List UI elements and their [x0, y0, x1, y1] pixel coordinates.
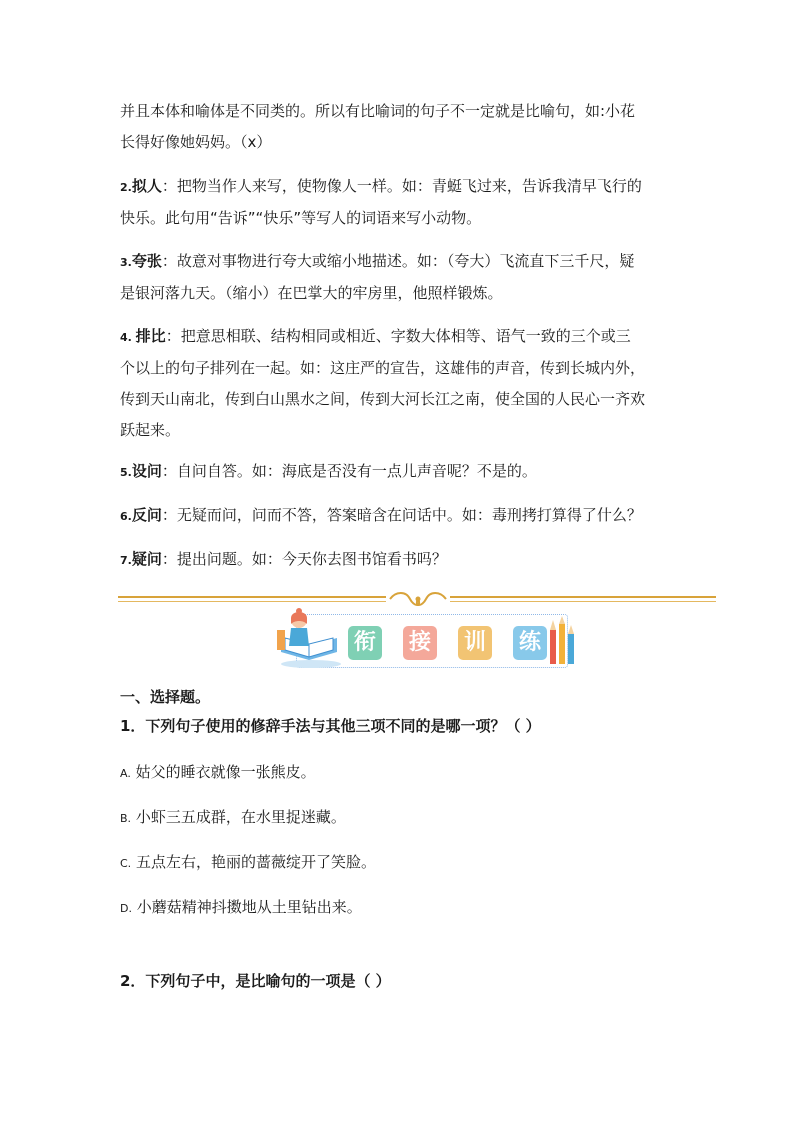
item-text: ：把意思相联、结构相同或相近、字数大体相等、语气一致的三个或三 [165, 327, 631, 345]
banner-tile: 接 [403, 626, 437, 660]
exercise-section [120, 680, 680, 738]
question-1-options [120, 757, 680, 924]
item-term: 排比 [135, 327, 166, 345]
rhetoric-item-rhetorical-question [120, 500, 680, 532]
reading-girl-icon [273, 608, 343, 670]
rhetoric-item-hyperbole [120, 246, 680, 309]
item-text: 传到天山南北，传到白山黑水之间，传到大河长江之南，使全国的人民心一齐欢 [120, 390, 646, 408]
rhetoric-item-self-question [120, 456, 680, 488]
banner-tile: 衔 [348, 626, 382, 660]
item-number: 5. [120, 466, 132, 479]
rhetoric-item-personification [120, 171, 680, 234]
option-c[interactable]: C. 五点左右，艳丽的蔷薇绽开了笑脸。 [120, 853, 376, 871]
item-text: 个以上的句子排列在一起。如：这庄严的宣告，这雄伟的声音，传到长城内外， [120, 359, 646, 377]
intro-line-1: 并且本体和喻体是不同类的。所以有比喻词的句子不一定就是比喻句，如:小花 [120, 102, 636, 120]
item-text: 是银河落九天。（缩小）在巴掌大的牢房里，他照样锻炼。 [120, 284, 503, 302]
rhetoric-item-question [120, 544, 680, 576]
intro-paragraph [120, 96, 680, 158]
item-term: 反问 [131, 506, 162, 524]
question-2 [120, 966, 680, 997]
option-b[interactable]: B. 小虾三五成群，在水里捉迷藏。 [120, 808, 346, 826]
intro-line-2: 长得好像她妈妈。（x） [120, 133, 272, 151]
item-term: 拟人 [131, 177, 162, 195]
item-term: 疑问 [131, 550, 162, 568]
section-banner [118, 588, 718, 674]
item-number: 2. [120, 181, 132, 194]
option-a[interactable]: A. 姑父的睡衣就像一张熊皮。 [120, 763, 316, 781]
item-text: ：无疑而问，问而不答，答案暗含在问话中。如：毒刑拷打算得了什么？ [161, 506, 642, 524]
item-text: ：把物当作人来写，使物像人一样。如：青蜓飞过来，告诉我清早飞行的 [161, 177, 642, 195]
item-text: ：提出问题。如：今天你去图书馆看书吗？ [161, 550, 447, 568]
pencils-icon [544, 616, 580, 668]
ornament-swirl-icon [380, 588, 456, 610]
item-term: 设问 [131, 462, 162, 480]
item-text: ：自问自答。如：海底是否没有一点儿声音呢？不是的。 [161, 462, 537, 480]
question-2-stem: 2．下列句子中，是比喻句的一项是（ ） [120, 972, 391, 990]
item-text: 跃起来。 [120, 421, 181, 439]
item-number: 6. [120, 510, 132, 523]
rhetoric-item-parallelism [120, 321, 680, 446]
option-d[interactable]: D. 小蘑菇精神抖擞地从土里钻出来。 [120, 898, 362, 916]
section-title: 一、选择题。 [120, 688, 211, 706]
item-text: 快乐。此句用“告诉”“快乐”等写人的词语来写小动物。 [120, 209, 482, 227]
banner-tile: 练 [513, 626, 547, 660]
item-text: ：故意对事物进行夸大或缩小地描述。如：（夸大）飞流直下三千尺，疑 [161, 252, 635, 270]
item-number: 4. [120, 331, 136, 344]
item-number: 7. [120, 554, 132, 567]
item-number: 3. [120, 256, 132, 269]
item-term: 夸张 [131, 252, 162, 270]
banner-tile: 训 [458, 626, 492, 660]
question-1-stem: 1．下列句子使用的修辞手法与其他三项不同的是哪一项？（ ） [120, 717, 541, 735]
